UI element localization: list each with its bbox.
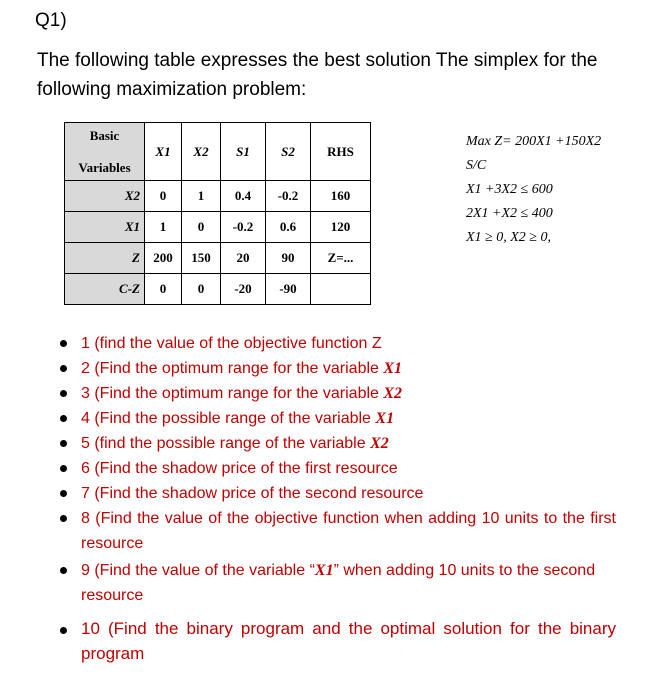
bullet-icon bbox=[60, 465, 67, 472]
bullet-icon bbox=[60, 440, 67, 447]
objective-function: Max Z= 200X1 +150X2 bbox=[466, 134, 602, 149]
bullet-icon bbox=[60, 627, 67, 634]
col-header: S1 bbox=[221, 123, 266, 181]
table-cell: -0.2 bbox=[266, 181, 311, 212]
table-cell: 0 bbox=[182, 274, 221, 305]
list-item: 10 (Find the binary program and the optimal solution for the binary program bbox=[56, 616, 616, 666]
list-item: 6 (Find the shadow price of the first resource bbox=[56, 456, 616, 481]
col-header: X1 bbox=[145, 123, 182, 181]
table-cell: -90 bbox=[266, 274, 311, 305]
table-cell: 1 bbox=[145, 212, 182, 243]
header-basic: Basic bbox=[89, 127, 120, 143]
row-label: C-Z bbox=[65, 274, 145, 305]
table-cell: Z=... bbox=[311, 243, 371, 274]
table-cell: 0 bbox=[182, 212, 221, 243]
table-cell: 20 bbox=[221, 243, 266, 274]
lp-model bbox=[466, 130, 601, 250]
list-item: 1 (find the value of the objective function Z bbox=[56, 331, 616, 356]
table-cell: 0 bbox=[145, 181, 182, 212]
simplex-table bbox=[64, 122, 371, 305]
list-item: 4 (Find the possible range of the variable X1 bbox=[56, 406, 616, 431]
table-cell: -0.2 bbox=[221, 212, 266, 243]
question-title: Q1) bbox=[35, 10, 67, 31]
header-variables: Variables bbox=[78, 159, 131, 175]
table-cell: -20 bbox=[221, 274, 266, 305]
list-item: 7 (Find the shadow price of the second resource bbox=[56, 481, 616, 506]
list-item: 8 (Find the value of the objective function when adding 10 units to the first resource bbox=[56, 506, 616, 556]
intro-text: The following table expresses the best solution The simplex for the following maximization problem: bbox=[37, 50, 598, 100]
table-cell: 90 bbox=[266, 243, 311, 274]
col-header: X2 bbox=[182, 123, 221, 181]
table-cell: 160 bbox=[311, 181, 371, 212]
row-label: Z bbox=[65, 243, 145, 274]
bullet-icon bbox=[60, 365, 67, 372]
task-list bbox=[56, 331, 616, 666]
list-item: 2 (Find the optimum range for the variable X1 bbox=[56, 356, 616, 381]
header-basic-variables bbox=[65, 123, 145, 181]
list-item: 3 (Find the optimum range for the variable X2 bbox=[56, 381, 616, 406]
list-item: 5 (find the possible range of the variable X2 bbox=[56, 431, 616, 456]
table-cell: 1 bbox=[182, 181, 221, 212]
row-label: X1 bbox=[65, 212, 145, 243]
table-cell: 120 bbox=[311, 212, 371, 243]
list-item: 9 (Find the value of the variable “X1” when adding 10 units to the second resource bbox=[56, 558, 616, 608]
non-negativity: X1 ≥ 0, X2 ≥ 0, bbox=[466, 230, 551, 245]
table-cell: 0 bbox=[145, 274, 182, 305]
bullet-icon bbox=[60, 390, 67, 397]
table-cell: 150 bbox=[182, 243, 221, 274]
table-cell bbox=[311, 274, 371, 305]
bullet-icon bbox=[60, 515, 67, 522]
table-cell: 0.4 bbox=[221, 181, 266, 212]
constraint-2: 2X1 +X2 ≤ 400 bbox=[466, 206, 553, 221]
table-cell: 0.6 bbox=[266, 212, 311, 243]
bullet-icon bbox=[60, 415, 67, 422]
col-header: S2 bbox=[266, 123, 311, 181]
bullet-icon bbox=[60, 490, 67, 497]
table-cell: 200 bbox=[145, 243, 182, 274]
subject-to: S/C bbox=[466, 158, 487, 173]
bullet-icon bbox=[60, 340, 67, 347]
bullet-icon bbox=[60, 567, 67, 574]
col-header: RHS bbox=[311, 123, 371, 181]
constraint-1: X1 +3X2 ≤ 600 bbox=[466, 182, 553, 197]
row-label: X2 bbox=[65, 181, 145, 212]
